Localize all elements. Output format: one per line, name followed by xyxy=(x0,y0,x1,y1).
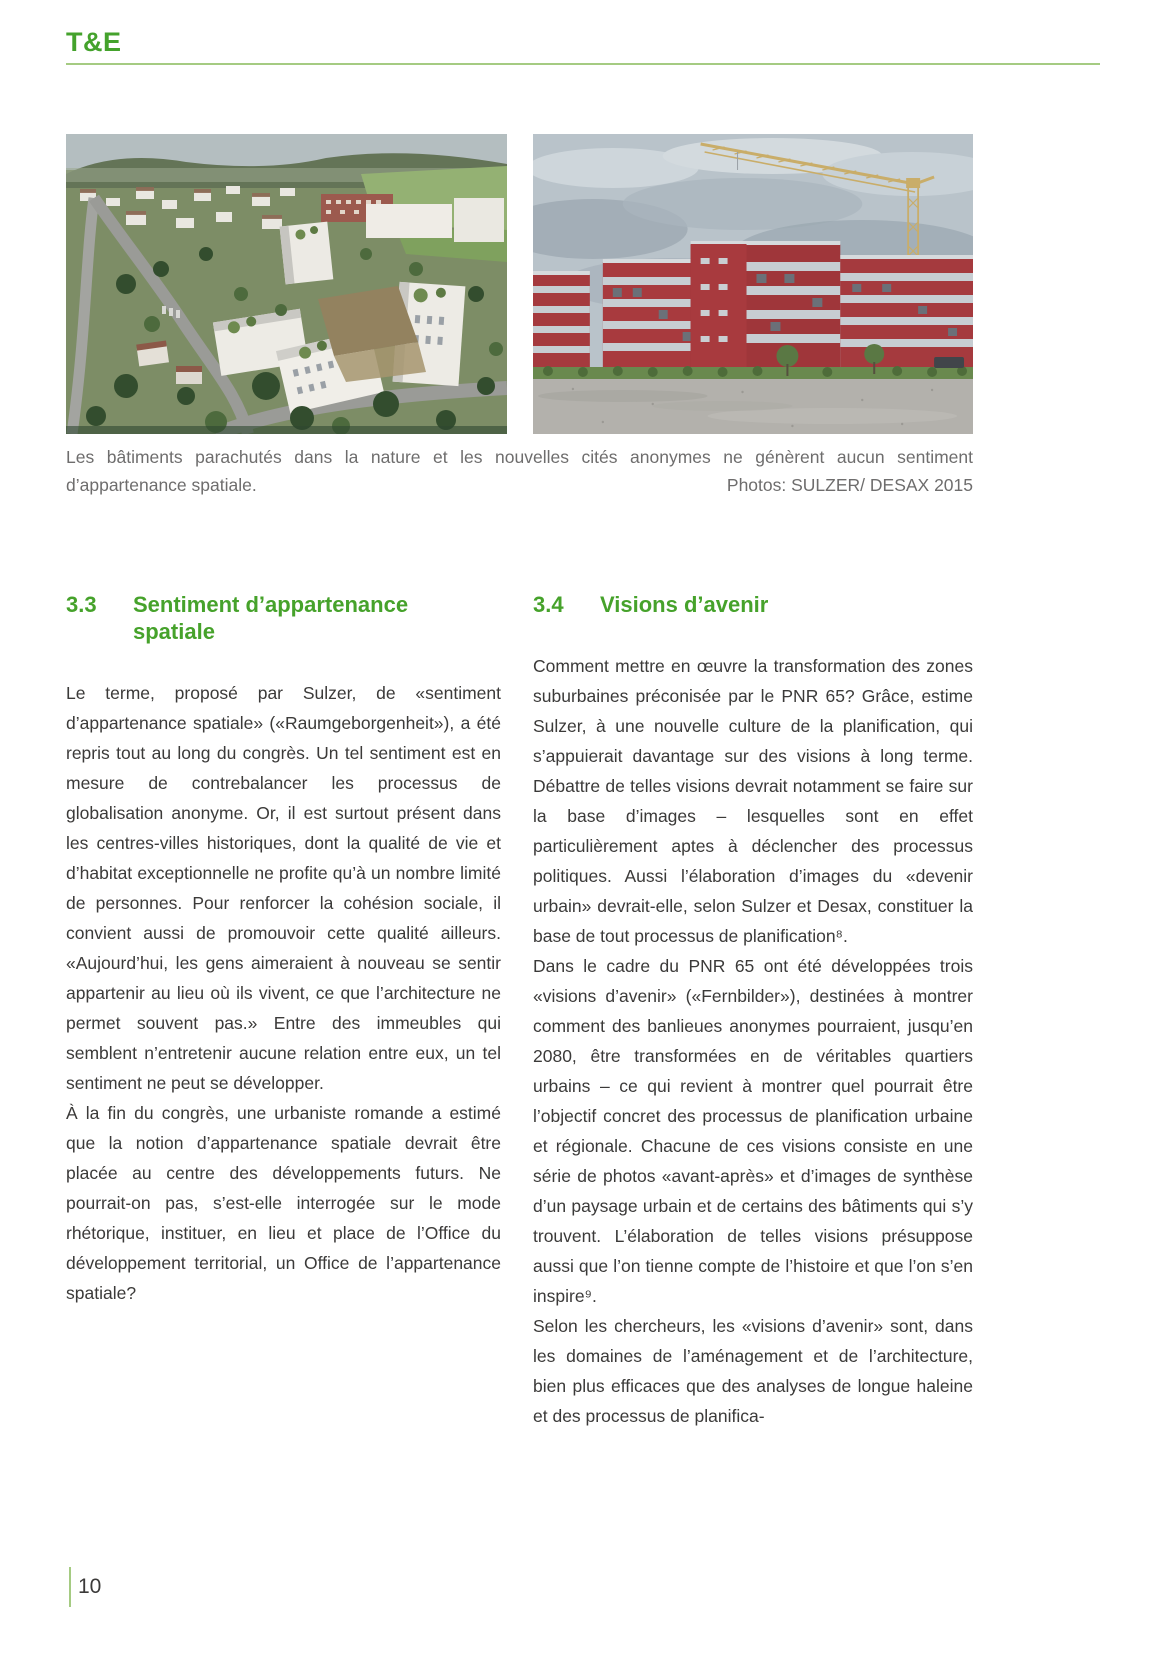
page-content xyxy=(66,0,973,1431)
figure-row xyxy=(66,134,973,434)
section-title: Visions d’avenir xyxy=(600,592,769,617)
section-number: 3.3 xyxy=(66,592,97,617)
paragraph: Dans le cadre du PNR 65 ont été développées trois «visions d’avenir» («Fernbilder»), destinées à montrer comment des banlieues anonymes pourraient, jusqu’en 2080, être transformées en de véritables quartiers urbains – ce qui revient à montrer quel pourrait être l’objectif concret des processus de planification urbaine et régionale. Chacune de ces visions consiste en une série de photos «avant-après» et d’images de synthèse d’un paysage urbain et de certains des bâtiments qui s’y trouvent. L’élaboration de telles visions présuppose aussi que l’on tienne compte de l’histoire et que l’on s’en inspire⁹. xyxy=(533,956,973,1306)
photo-credit: Photos: SULZER/ DESAX 2015 xyxy=(715,471,973,499)
page-number: 10 xyxy=(78,1575,102,1598)
paragraph: À la fin du congrès, une urbaniste romande a estimé que la notion d’appartenance spatiale devrait être placée au centre des développements futurs. Ne pourrait-on pas, s’est-elle interrogée sur le mode rhétorique, instituer, en lieu et place de l’Office du développement territorial, un Office de l’appartenance spatiale? xyxy=(66,1103,501,1303)
brand-logo: T&E xyxy=(66,27,122,57)
new-buildings-crane-photo xyxy=(533,134,973,434)
article-columns xyxy=(66,591,973,1431)
section-heading xyxy=(66,591,501,645)
section-3-3 xyxy=(66,591,501,1308)
paragraph: Selon les chercheurs, les «visions d’avenir» sont, dans les domaines de l’aménagement et de l’architecture, bien plus efficaces que des analyses de longue haleine et des processus de planifica- xyxy=(533,1316,973,1426)
header-rule xyxy=(66,63,1100,65)
section-3-4 xyxy=(533,591,973,1431)
page-footer xyxy=(69,1567,101,1607)
aerial-suburb-photo xyxy=(66,134,507,434)
section-title: Sentiment d’appartenance spatiale xyxy=(133,592,409,644)
paragraph: Comment mettre en œuvre la transformation des zones suburbaines préconisée par le PNR 65? Grâce, estime Sulzer, à une nouvelle culture de la planification, qui s’appuierait davantage sur des visions à long terme. Débattre de telles visions devrait notamment se faire sur la base d’images – lesquelles sont en effet particulièrement aptes à déclencher des processus politiques. Aussi l’élaboration d’images du «devenir urbain» devrait-elle, selon Sulzer et Desax, constituer la base de tout processus de planification⁸. xyxy=(533,656,973,946)
section-number: 3.4 xyxy=(533,592,564,617)
figure-caption xyxy=(66,443,973,499)
paragraph: Le terme, proposé par Sulzer, de «sentiment d’appartenance spatiale» («Raumgeborgenheit»), a été repris tout au long du congrès. Un tel sentiment est en mesure de contrebalancer les processus de globalisation anonyme. Or, il est surtout présent dans les centres-villes historiques, dont la qualité de vie et d’habitat exceptionnelle ne profite qu’à un nombre limité de personnes. Pour renforcer la cohésion sociale, il convient aussi de promouvoir cette qualité ailleurs. «Aujourd’hui, les gens aimeraient à nouveau se sentir appartenir au lieu où ils vivent, ce que l’architecture ne permet souvent pas.» Entre des immeubles qui semblent n’entretenir aucune relation entre eux, un tel sentiment ne peut se développer. xyxy=(66,683,501,1093)
caption-text: Les bâtiments parachutés dans la nature et les nouvelles cités anonymes ne génèrent aucun sentiment d’appartenance spatiale. xyxy=(66,447,973,495)
page-header xyxy=(66,27,973,65)
section-heading xyxy=(533,591,973,618)
